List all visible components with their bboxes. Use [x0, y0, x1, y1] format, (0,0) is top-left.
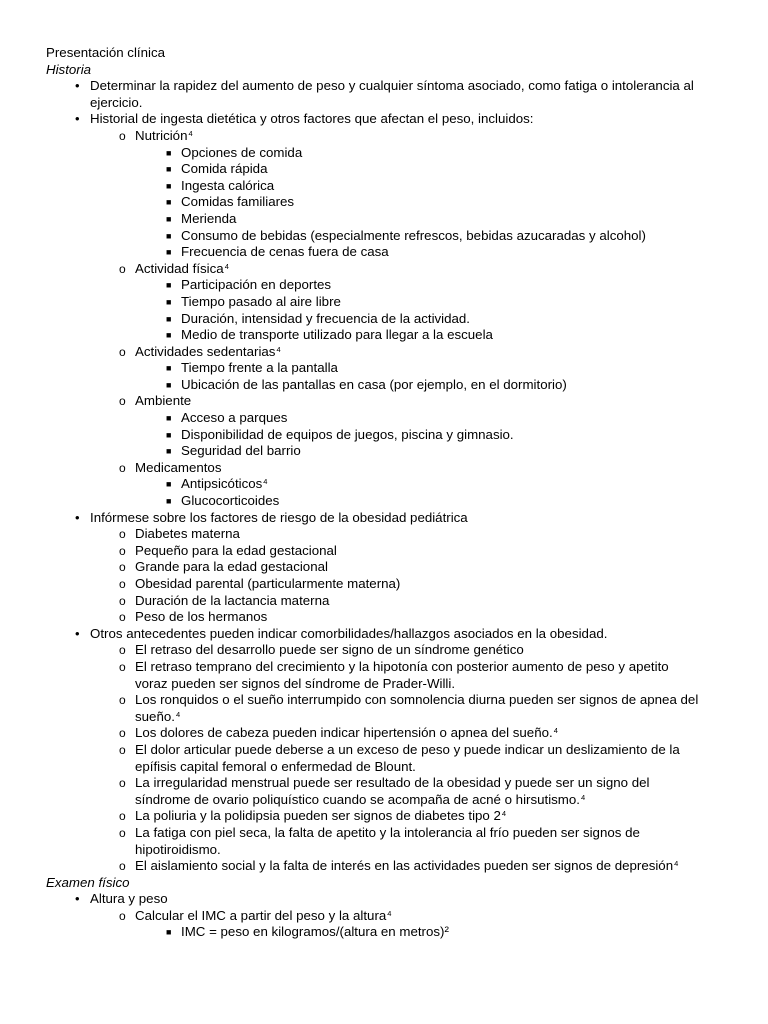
list-item — [0, 676, 768, 693]
footnote-reference: 4 — [263, 477, 268, 487]
bullet-circle-icon: o — [119, 527, 126, 542]
line-text: sueño. — [135, 708, 175, 724]
list-item — [0, 626, 768, 643]
bullet-square-icon: ■ — [166, 379, 172, 390]
bullet-square-icon: ■ — [166, 280, 172, 291]
document-body — [0, 45, 768, 941]
bullet-disc-icon: • — [75, 78, 80, 94]
line-text: Examen físico — [46, 874, 130, 890]
line-text: Actividad física — [135, 260, 224, 276]
line-text: Acceso a parques — [181, 410, 288, 426]
bullet-circle-icon: o — [119, 543, 126, 558]
bullet-circle-icon: o — [119, 809, 126, 824]
list-item — [0, 908, 768, 925]
bullet-circle-icon: o — [119, 776, 126, 791]
list-item — [0, 161, 768, 178]
line-text: Comidas familiares — [181, 194, 295, 210]
list-item — [0, 410, 768, 427]
list-item — [0, 576, 768, 593]
bullet-circle-icon: o — [119, 859, 126, 874]
bullet-circle-icon: o — [119, 643, 126, 658]
bullet-circle-icon: o — [119, 908, 126, 923]
list-item — [0, 228, 768, 245]
bullet-square-icon: ■ — [166, 429, 172, 440]
line-text: Duración, intensidad y frecuencia de la actividad. — [181, 310, 471, 326]
bullet-square-icon: ■ — [166, 180, 172, 191]
line-text: Presentación clínica — [46, 45, 165, 60]
footnote-reference: 4 — [387, 908, 392, 918]
bullet-square-icon: ■ — [166, 313, 172, 324]
list-item — [0, 78, 768, 95]
bullet-square-icon: ■ — [166, 247, 172, 258]
list-item — [0, 327, 768, 344]
line-text: Medicamentos — [135, 459, 222, 475]
line-text: Ambiente — [135, 393, 192, 409]
bullet-circle-icon: o — [119, 344, 126, 359]
bullet-square-icon: ■ — [166, 230, 172, 241]
list-item — [0, 344, 768, 361]
list-item — [0, 559, 768, 576]
line-text: Otros antecedentes pueden indicar comorbilidades/hallazgos asociados en la obesidad. — [90, 625, 608, 641]
line-text: Diabetes materna — [135, 526, 240, 542]
list-item — [0, 493, 768, 510]
list-item — [0, 510, 768, 527]
bullet-square-icon: ■ — [166, 496, 172, 507]
bullet-square-icon: ■ — [166, 330, 172, 341]
bullet-circle-icon: o — [119, 726, 126, 741]
line-text: Duración de la lactancia materna — [135, 592, 330, 608]
line-text: Antipsicóticos — [181, 476, 263, 492]
line-text: El retraso del desarrollo puede ser signo de un síndrome genético — [135, 642, 524, 658]
list-item — [0, 244, 768, 261]
footnote-reference: 4 — [224, 261, 229, 271]
footnote-reference: 4 — [501, 809, 507, 819]
list-item — [0, 178, 768, 195]
list-item — [0, 775, 768, 792]
subsection-title — [0, 875, 768, 892]
line-text: El retraso temprano del crecimiento y la hipotonía con posterior aumento de peso y apetito — [135, 658, 669, 674]
bullet-square-icon: ■ — [166, 147, 172, 158]
list-item — [0, 194, 768, 211]
list-item — [0, 460, 768, 477]
line-text: Infórmese sobre los factores de riesgo de la obesidad pediátrica — [90, 509, 468, 525]
line-text: Ingesta calórica — [181, 177, 275, 193]
list-item — [0, 692, 768, 709]
line-text: Consumo de bebidas (especialmente refrescos, bebidas azucaradas y alcohol) — [181, 227, 646, 243]
list-item — [0, 825, 768, 842]
line-text: Seguridad del barrio — [181, 443, 301, 459]
line-text: ejercicio. — [90, 94, 143, 110]
bullet-square-icon: ■ — [166, 296, 172, 307]
list-item — [0, 642, 768, 659]
bullet-square-icon: ■ — [166, 413, 172, 424]
bullet-circle-icon: o — [119, 610, 126, 625]
line-text: Obesidad parental (particularmente materna) — [135, 576, 401, 591]
line-text: Los dolores de cabeza pueden indicar hipertensión o apnea del sueño. — [135, 725, 553, 741]
line-text: Determinar la rapidez del aumento de peso y cualquier síntoma asociado, como fatiga o intolerancia al — [90, 78, 694, 94]
bullet-disc-icon: • — [75, 891, 80, 907]
list-item — [0, 443, 768, 460]
line-text: Pequeño para la edad gestacional — [135, 542, 337, 558]
list-item — [0, 609, 768, 626]
subsection-title — [0, 62, 768, 79]
bullet-square-icon: ■ — [166, 446, 172, 457]
line-text: Tiempo pasado al aire libre — [181, 293, 341, 309]
bullet-square-icon: ■ — [166, 164, 172, 175]
bullet-circle-icon: o — [119, 261, 126, 276]
bullet-circle-icon: o — [119, 128, 126, 143]
line-text: Historia — [46, 61, 92, 77]
line-text: hipotiroidismo. — [135, 841, 221, 857]
list-item — [0, 924, 768, 941]
list-item — [0, 393, 768, 410]
footnote-reference: 4 — [580, 792, 586, 802]
list-item — [0, 377, 768, 394]
line-text: Medio de transporte utilizado para llegar a la escuela — [181, 327, 493, 343]
list-item — [0, 111, 768, 128]
footnote-reference: 4 — [276, 344, 281, 354]
list-item — [0, 277, 768, 294]
footnote-reference: 4 — [674, 859, 679, 869]
line-text: Ubicación de las pantallas en casa (por ejemplo, en el dormitorio) — [181, 376, 567, 392]
bullet-square-icon: ■ — [166, 197, 172, 208]
list-item — [0, 858, 768, 875]
list-item — [0, 427, 768, 444]
line-text: El aislamiento social y la falta de interés en las actividades pueden ser signos de depresión — [135, 858, 674, 874]
list-item — [0, 808, 768, 825]
line-text: Nutrición — [135, 127, 188, 143]
footnote-reference: 4 — [553, 726, 558, 736]
bullet-circle-icon: o — [119, 394, 126, 409]
line-text: La poliuria y la polidipsia pueden ser signos de diabetes tipo 2 — [135, 808, 501, 824]
bullet-square-icon: ■ — [166, 363, 172, 374]
line-text: Los ronquidos o el sueño interrumpido con somnolencia diurna pueden ser signos de apnea del — [135, 692, 699, 708]
list-item — [0, 891, 768, 908]
line-text: Calcular el IMC a partir del peso y la altura — [135, 907, 387, 923]
list-item — [0, 311, 768, 328]
line-text: Opciones de comida — [181, 144, 303, 160]
bullet-disc-icon: • — [75, 625, 80, 641]
line-text: Actividades sedentarias — [135, 343, 276, 359]
line-text: Disponibilidad de equipos de juegos, piscina y gimnasio. — [181, 426, 514, 442]
list-item — [0, 742, 768, 759]
line-text: Altura y peso — [90, 891, 168, 907]
list-item — [0, 128, 768, 145]
footnote-reference: 4 — [188, 128, 193, 138]
line-text: Glucocorticoides — [181, 493, 280, 509]
line-text: La fatiga con piel seca, la falta de apetito y la intolerancia al frío pueden ser signos de — [135, 824, 640, 840]
bullet-square-icon: ■ — [166, 479, 172, 490]
line-text: epífisis capital femoral o enfermedad de Blount. — [135, 758, 416, 774]
list-item — [0, 360, 768, 377]
line-text: El dolor articular puede deberse a un exceso de peso y puede indicar un deslizamiento de la — [135, 741, 680, 757]
line-text: Merienda — [181, 210, 237, 226]
line-text: Comida rápida — [181, 161, 268, 177]
bullet-disc-icon: • — [75, 111, 80, 127]
line-text: voraz pueden ser signos del síndrome de Prader-Willi. — [135, 675, 456, 691]
section-title — [0, 45, 768, 62]
bullet-circle-icon: o — [119, 593, 126, 608]
list-item — [0, 145, 768, 162]
line-text: Historial de ingesta dietética y otros factores que afectan el peso, incluidos: — [90, 111, 534, 127]
list-item — [0, 211, 768, 228]
list-item — [0, 659, 768, 676]
list-item — [0, 543, 768, 560]
bullet-disc-icon: • — [75, 509, 80, 525]
list-item — [0, 593, 768, 610]
line-text: La irregularidad menstrual puede ser resultado de la obesidad y puede ser un signo del — [135, 775, 650, 791]
footnote-reference: 4 — [175, 709, 181, 719]
line-text: IMC = peso en kilogramos/(altura en metros)² — [181, 924, 449, 940]
line-text: Grande para la edad gestacional — [135, 559, 328, 575]
list-item — [0, 842, 768, 859]
list-item — [0, 526, 768, 543]
bullet-circle-icon: o — [119, 693, 126, 708]
list-item — [0, 476, 768, 493]
bullet-square-icon: ■ — [166, 213, 172, 224]
bullet-circle-icon: o — [119, 577, 126, 591]
bullet-square-icon: ■ — [166, 927, 172, 938]
line-text: Tiempo frente a la pantalla — [181, 360, 338, 376]
line-text: síndrome de ovario poliquístico cuando se acompaña de acné o hirsutismo. — [135, 791, 580, 807]
list-item — [0, 725, 768, 742]
bullet-circle-icon: o — [119, 742, 126, 757]
bullet-circle-icon: o — [119, 659, 126, 674]
list-item — [0, 95, 768, 112]
list-item — [0, 709, 768, 726]
list-item — [0, 792, 768, 809]
line-text: Participación en deportes — [181, 277, 332, 293]
line-text: Peso de los hermanos — [135, 609, 268, 625]
list-item — [0, 294, 768, 311]
bullet-circle-icon: o — [119, 460, 126, 475]
list-item — [0, 261, 768, 278]
line-text: Frecuencia de cenas fuera de casa — [181, 244, 389, 260]
bullet-circle-icon: o — [119, 825, 126, 840]
bullet-circle-icon: o — [119, 560, 126, 575]
list-item — [0, 759, 768, 776]
